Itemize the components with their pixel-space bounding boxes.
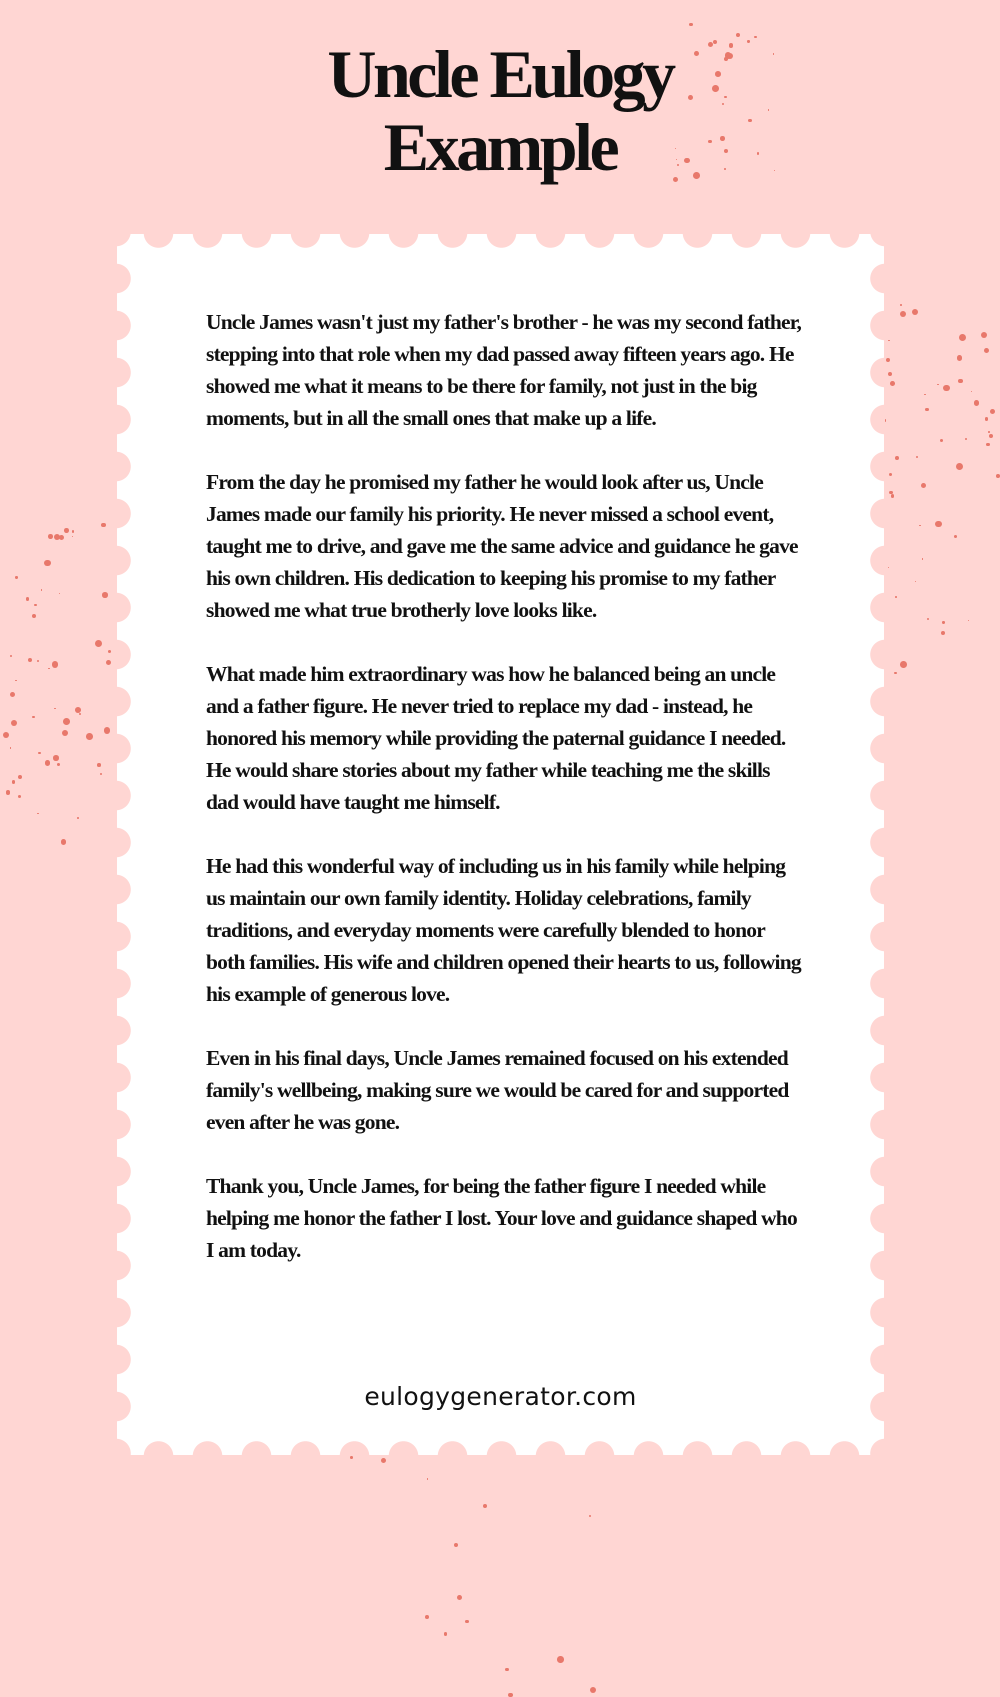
splatter-dot <box>6 790 11 795</box>
paragraph: Thank you, Uncle James, for being the father figure I needed while helping me honor the father I lost. Your love and guidance shaped who I am today. <box>206 1174 797 1262</box>
splatter-dot <box>10 655 12 657</box>
splatter-dot <box>48 534 53 539</box>
splatter-dot <box>350 1456 353 1459</box>
splatter-dot <box>890 381 895 386</box>
splatter-dot <box>79 713 81 715</box>
splatter-dot <box>53 755 58 760</box>
splatter-dot <box>18 775 22 779</box>
splatter-dot <box>32 614 36 618</box>
splatter-dot <box>557 1656 563 1662</box>
splatter-dot <box>59 535 64 540</box>
splatter-dot <box>688 95 693 100</box>
splatter-dot <box>900 304 902 306</box>
splatter-dot <box>589 1515 591 1517</box>
splatter-dot <box>32 716 35 719</box>
splatter-dot <box>3 732 9 738</box>
splatter-dot <box>724 149 728 153</box>
splatter-dot <box>75 707 81 713</box>
splatter-dot <box>44 560 50 566</box>
splatter-dot <box>15 680 17 682</box>
splatter-dot <box>59 593 60 594</box>
splatter-dot <box>954 535 957 538</box>
splatter-dot <box>72 536 73 537</box>
splatter-dot <box>34 604 37 607</box>
splatter-dot <box>694 51 699 56</box>
splatter-dot <box>748 119 751 122</box>
splatter-dot <box>889 473 892 476</box>
paragraph: Uncle James wasn't just my father's brother - he was my second father, stepping into that role when my dad passed away fifteen years ago. He showed me what it means to be there for family, not just in the big moments, but in all the small ones that make up a life. <box>206 310 802 430</box>
splatter-dot <box>747 40 749 42</box>
splatter-dot <box>454 1543 459 1548</box>
paragraph: He had this wonderful way of including us in his family while helping us maintain our own family identity. Holiday celebrations, family traditions, and everyday moments were carefully blended to honor both families. His wife and children opened their hearts to us, following his example of generous love. <box>206 854 801 1006</box>
splatter-dot <box>37 660 39 662</box>
splatter-dot <box>37 813 39 815</box>
splatter-dot <box>12 780 15 783</box>
splatter-dot <box>505 1668 509 1672</box>
paragraph: Even in his final days, Uncle James remained focused on his extended family's wellbeing, making sure we would be cared for and supported even after he was gone. <box>206 1046 789 1134</box>
splatter-dot <box>457 1595 462 1600</box>
splatter-dot <box>942 621 944 623</box>
splatter-dot <box>86 733 93 740</box>
splatter-dot <box>104 727 110 733</box>
splatter-dot <box>984 348 989 353</box>
splatter-dot <box>427 1478 428 1479</box>
splatter-dot <box>974 400 980 406</box>
splatter-dot <box>54 708 55 709</box>
splatter-dot <box>900 661 907 668</box>
splatter-dot <box>63 718 70 725</box>
splatter-dot <box>886 358 890 362</box>
splatter-dot <box>41 589 43 591</box>
splatter-dot <box>102 592 108 598</box>
splatter-dot <box>590 1687 597 1694</box>
splatter-dot <box>924 394 925 395</box>
splatter-dot <box>724 57 728 61</box>
splatter-dot <box>689 23 693 27</box>
splatter-dot <box>64 528 69 533</box>
splatter-dot <box>921 483 926 488</box>
splatter-dot <box>919 525 921 527</box>
stamp-card <box>117 234 884 1455</box>
splatter-dot <box>693 172 700 179</box>
scalloped-edge-top <box>117 233 884 249</box>
splatter-dot <box>940 439 943 442</box>
splatter-dot <box>935 521 941 527</box>
title-line-2: Example <box>383 109 617 185</box>
title-line-1: Uncle Eulogy <box>327 36 673 112</box>
splatter-dot <box>11 720 17 726</box>
splatter-dot <box>52 661 59 668</box>
page-title <box>0 38 1000 184</box>
splatter-dot <box>894 672 896 674</box>
splatter-dot <box>968 620 969 621</box>
scalloped-edge-right <box>869 234 885 1455</box>
scalloped-edge-bottom <box>117 1440 884 1456</box>
splatter-dot <box>108 650 111 653</box>
splatter-dot <box>18 795 21 798</box>
splatter-dot <box>57 763 60 766</box>
splatter-dot <box>927 618 929 620</box>
splatter-dot <box>900 311 906 317</box>
splatter-dot <box>72 530 75 533</box>
splatter-dot <box>965 438 967 440</box>
splatter-dot <box>62 730 68 736</box>
splatter-dot <box>916 456 918 458</box>
splatter-dot <box>889 491 893 495</box>
splatter-dot <box>95 640 102 647</box>
splatter-dot <box>720 136 725 141</box>
splatter-dot <box>888 340 889 341</box>
splatter-dot <box>106 660 111 665</box>
splatter-dot <box>941 631 945 635</box>
splatter-dot <box>444 1632 447 1635</box>
splatter-dot <box>77 817 79 819</box>
splatter-dot <box>959 334 966 341</box>
splatter-dot <box>958 379 962 383</box>
splatter-dot <box>888 372 892 376</box>
splatter-dot <box>996 474 1000 478</box>
splatter-dot <box>912 309 918 315</box>
splatter-dot <box>28 658 32 662</box>
splatter-dot <box>891 494 895 498</box>
splatter-dot <box>724 168 726 170</box>
splatter-dot <box>10 747 12 749</box>
splatter-dot <box>895 596 897 598</box>
splatter-dot <box>736 33 740 37</box>
splatter-dot <box>10 692 15 697</box>
splatter-dot <box>922 558 924 560</box>
splatter-dot <box>956 463 963 470</box>
splatter-dot <box>729 43 733 47</box>
splatter-dot <box>915 581 917 583</box>
splatter-dot <box>712 85 719 92</box>
splatter-dot <box>26 597 30 601</box>
splatter-dot <box>986 443 990 447</box>
splatter-dot <box>381 1458 386 1463</box>
splatter-dot <box>957 355 962 360</box>
splatter-dot <box>15 576 17 578</box>
splatter-dot <box>937 384 939 386</box>
splatter-dot <box>38 752 41 755</box>
splatter-dot <box>943 385 949 391</box>
splatter-dot <box>100 773 102 775</box>
splatter-dot <box>989 434 993 438</box>
splatter-dot <box>981 332 987 338</box>
scalloped-edge-left <box>116 234 132 1455</box>
splatter-dot <box>483 1504 487 1508</box>
splatter-dot <box>45 760 50 765</box>
splatter-dot <box>895 456 899 460</box>
paragraph: What made him extraordinary was how he balanced being an uncle and a father figure. He never tried to replace my dad - instead, he honored his memory while providing the paternal guidance I needed. He would share stories about my father while teaching me the skills dad would have taught me himself. <box>206 662 786 814</box>
splatter-dot <box>925 408 929 412</box>
paragraph: From the day he promised my father he would look after us, Uncle James made our family his priority. He never missed a school event, taught me to drive, and gave me the same advice and guidance he gave his own children. His dedication to keeping his promise to my father showed me what true brotherly love looks like. <box>206 470 798 622</box>
splatter-dot <box>508 1693 512 1697</box>
splatter-dot <box>48 668 50 670</box>
splatter-dot <box>715 71 721 77</box>
website-link[interactable]: eulogygenerator.com <box>364 1382 637 1411</box>
splatter-dot <box>101 523 105 527</box>
splatter-dot <box>990 409 996 415</box>
splatter-dot <box>971 391 972 392</box>
splatter-dot <box>985 417 989 421</box>
splatter-dot <box>425 1615 429 1619</box>
splatter-dot <box>684 158 689 163</box>
splatter-dot <box>988 431 990 433</box>
splatter-dot <box>97 763 101 767</box>
eulogy-text <box>206 306 806 1298</box>
splatter-dot <box>465 1620 468 1623</box>
splatter-dot <box>888 567 889 568</box>
splatter-dot <box>61 839 66 844</box>
